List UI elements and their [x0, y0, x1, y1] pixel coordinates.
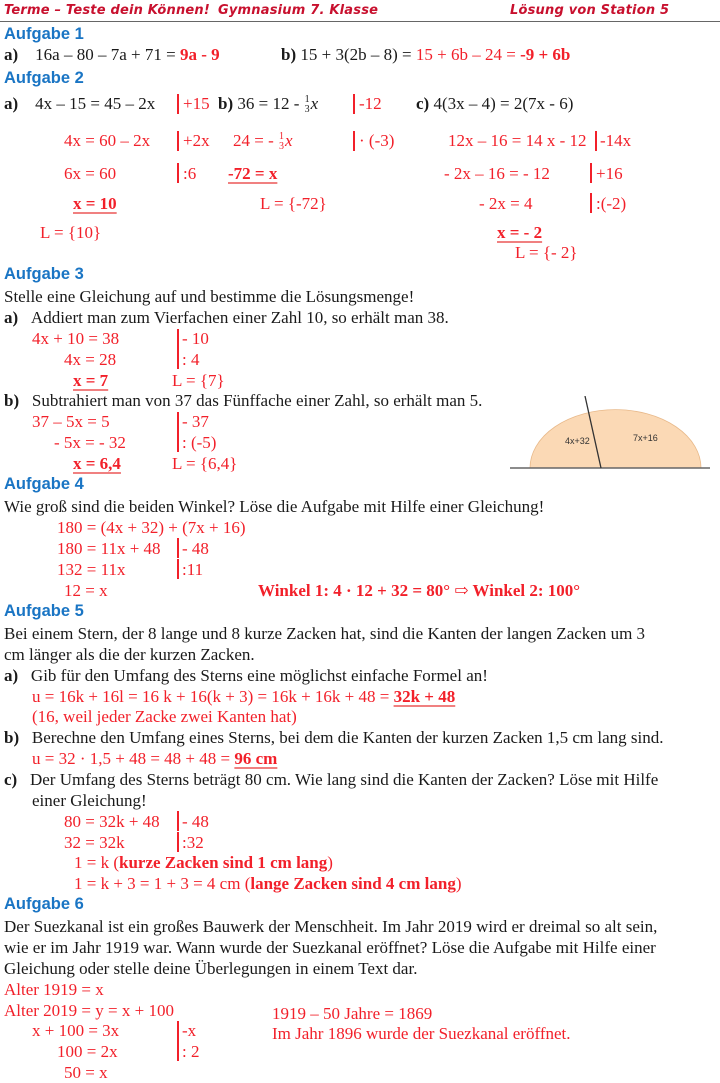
operation-bar — [590, 193, 592, 213]
task-2c-step2: - 2x – 16 = - 12 — [444, 164, 550, 183]
task-1a-expr: 16a – 80 – 7a + 71 = — [35, 45, 180, 64]
label-a: a) — [4, 94, 19, 113]
task-3a-op2: : 4 — [182, 350, 200, 369]
task-2b-step1: 24 = - 1 3 x — [233, 131, 293, 153]
task-5c-text-line1: c) Der Umfang des Sterns beträgt 80 cm. Wie lang sind die Kanten der Zacken? Löse mit Hilfe — [4, 770, 659, 789]
label-c: c) — [416, 94, 430, 113]
header-station: Lösung von Station 5 — [510, 3, 670, 18]
task-3b-op1: - 37 — [182, 412, 209, 431]
operation-bar — [177, 811, 179, 831]
operation-bar — [353, 131, 355, 151]
task-4-step2: 180 = 11x + 48 — [57, 539, 161, 558]
operation-bar — [595, 131, 597, 151]
task-6-reasoning-line2: Im Jahr 1896 wurde der Suezkanal eröffnet. — [272, 1024, 571, 1043]
label-a: a) — [4, 45, 19, 64]
task-2a-op1: +15 — [183, 94, 210, 113]
task-6-step5: 50 = x — [64, 1063, 108, 1082]
task-1a — [4, 45, 220, 65]
label-b: b) — [218, 94, 234, 113]
operation-bar — [177, 131, 179, 151]
task-5a-result: 32k + 48 — [393, 687, 456, 706]
task-1-heading: Aufgabe 1 — [4, 25, 84, 43]
task-3a-text: a) Addiert man zum Vierfachen einer Zahl 10, so erhält man 38. — [4, 308, 449, 327]
task-2c-op1: -14x — [600, 131, 632, 150]
task-4-answer: Winkel 1: 4 · 12 + 32 = 80° ⇨ Winkel 2: 100° — [258, 581, 581, 600]
task-5-intro-line2: cm länger als die der kurzen Zacken. — [4, 645, 255, 664]
task-2a-result: x = 10 — [73, 194, 117, 213]
operation-bar — [177, 1041, 179, 1061]
task-3a-op1: - 10 — [182, 329, 209, 348]
task-2c-step1: 12x – 16 = 14 x - 12 — [448, 131, 587, 150]
task-1a-result: 9a - 9 — [179, 45, 220, 64]
task-5a-note: (16, weil jeder Zacke zwei Kanten hat) — [32, 707, 297, 726]
task-5-heading: Aufgabe 5 — [4, 602, 84, 620]
task-2b-solution-set: L = {-72} — [260, 194, 327, 213]
task-3b-step2: - 5x = - 32 — [54, 433, 126, 452]
task-3-intro: Stelle eine Gleichung auf und bestimme die Lösungsmenge! — [4, 287, 415, 306]
header-grade: Gymnasium 7. Klasse — [218, 3, 379, 18]
task-1b-expr: 15 + 3(2b – 8) = — [296, 45, 416, 64]
task-2a-op3: :6 — [183, 164, 197, 183]
task-6-heading: Aufgabe 6 — [4, 895, 84, 913]
task-5c-op2: :32 — [182, 833, 204, 852]
task-2c-result: x = - 2 — [497, 223, 543, 242]
operation-bar — [177, 538, 179, 558]
task-6-reasoning-line1: 1919 – 50 Jahre = 1869 — [272, 1004, 433, 1023]
task-6-step2: Alter 2019 = y = x + 100 — [4, 1001, 174, 1020]
task-2b-op1: -12 — [359, 94, 382, 113]
task-6-step3: x + 100 = 3x — [32, 1021, 120, 1040]
task-3a-step1: 4x + 10 = 38 — [32, 329, 120, 348]
operation-bar — [177, 432, 179, 452]
task-3a-step2: 4x = 28 — [64, 350, 117, 369]
task-2c-op2: +16 — [596, 164, 623, 183]
operation-bar — [177, 832, 179, 852]
operation-bar — [177, 163, 179, 183]
label-b: b) — [281, 45, 297, 64]
task-3-heading: Aufgabe 3 — [4, 265, 84, 283]
task-5b-result: 96 cm — [234, 749, 278, 768]
task-2c-step3: - 2x = 4 — [479, 194, 533, 213]
task-1b-step: 15 + 6b – 24 = — [415, 45, 521, 64]
task-4-step4: 12 = x — [64, 581, 108, 600]
task-2c-equation — [416, 94, 573, 114]
task-6-intro-line1: Der Suezkanal ist ein großes Bauwerk der Menschheit. Im Jahr 2019 wird er dreimal so alt sein, — [4, 917, 658, 936]
operation-bar — [177, 349, 179, 369]
task-5c-step3: 1 = k (kurze Zacken sind 1 cm lang) — [74, 853, 333, 872]
task-5b-text: b) Berechne den Umfang eines Sterns, bei dem die Kanten der kurzen Zacken 1,5 cm lang sind. — [4, 728, 664, 747]
task-6-step1: Alter 1919 = x — [4, 980, 104, 999]
operation-bar — [177, 94, 179, 114]
task-1b-result: -9 + 6b — [520, 45, 571, 64]
task-3b-result: x = 6,4 — [73, 454, 121, 473]
task-5c-op1: - 48 — [182, 812, 209, 831]
operation-bar — [177, 412, 179, 432]
task-2c-op3: :(-2) — [596, 194, 627, 213]
task-2c-eq: 4(3x – 4) = 2(7x - 6) — [429, 94, 574, 113]
semicircle-shape — [530, 410, 701, 468]
task-6-intro-line2: wie er im Jahr 1919 war. Wann wurde der Suezkanal eröffnet? Löse die Aufgabe mit Hilfe einer — [4, 938, 656, 957]
task-2b-op2: · (-3) — [359, 131, 395, 150]
task-3a-result: x = 7 — [73, 371, 109, 390]
operation-bar — [590, 163, 592, 183]
task-5b-solution: u = 32 · 1,5 + 48 = 48 + 48 = 96 cm — [32, 749, 278, 768]
task-5a-text: a) Gib für den Umfang des Sterns eine möglichst einfache Formel an! — [4, 666, 488, 685]
task-3b-step1: 37 – 5x = 5 — [32, 412, 110, 431]
fraction-one-third: 1 3 — [304, 94, 310, 116]
task-2b-equation: b) 36 = 12 - 1 3 x — [218, 94, 319, 116]
task-2a-equation — [4, 94, 155, 114]
task-6-op4: : 2 — [182, 1042, 200, 1061]
operation-bar — [177, 329, 179, 349]
operation-bar — [353, 94, 355, 114]
task-6-step4: 100 = 2x — [57, 1042, 118, 1061]
operation-bar — [177, 559, 179, 579]
task-2-heading: Aufgabe 2 — [4, 69, 84, 87]
task-5a-solution: u = 16k + 16l = 16 k + 16(k + 3) = 16k + 16k + 48 = 32k + 48 — [32, 687, 456, 706]
header-divider — [0, 21, 720, 22]
task-4-intro: Wie groß sind die beiden Winkel? Löse die Aufgabe mit Hilfe einer Gleichung! — [4, 497, 545, 516]
task-3b-text: b) Subtrahiert man von 37 das Fünffache einer Zahl, so erhält man 5. — [4, 391, 483, 410]
task-3a-solution-set: L = {7} — [172, 371, 225, 390]
task-1b — [281, 45, 570, 65]
header-left-title: Terme – Teste dein Können! — [4, 3, 211, 18]
task-5-intro-line1: Bei einem Stern, der 8 lange und 8 kurze Zacken hat, sind die Kanten der langen Zacken um 3 — [4, 624, 646, 643]
task-2b-eq: 36 = 12 - — [233, 94, 304, 113]
angle-left-label: 4x+32 — [565, 436, 590, 446]
task-4-op2: - 48 — [182, 539, 209, 558]
task-4-op3: :11 — [182, 560, 204, 579]
task-2a-op2: +2x — [183, 131, 210, 150]
task-4-step3: 132 = 11x — [57, 560, 126, 579]
task-5c-step1: 80 = 32k + 48 — [64, 812, 160, 831]
task-4-heading: Aufgabe 4 — [4, 475, 84, 493]
task-4-step1: 180 = (4x + 32) + (7x + 16) — [57, 518, 246, 537]
task-5c-step4: 1 = k + 3 = 1 + 3 = 4 cm (lange Zacken sind 4 cm lang) — [74, 874, 462, 893]
angle-figure — [505, 396, 715, 472]
operation-bar — [177, 1021, 179, 1041]
task-3b-solution-set: L = {6,4} — [172, 454, 238, 473]
task-2b-result: -72 = x — [228, 164, 278, 183]
task-2c-solution-set: L = {- 2} — [515, 243, 578, 262]
task-2a-step2: 6x = 60 — [64, 164, 117, 183]
task-2a-solution-set: L = {10} — [40, 223, 102, 242]
task-3b-op2: : (-5) — [182, 433, 217, 452]
task-2a-eq: 4x – 15 = 45 – 2x — [35, 94, 156, 113]
task-5c-text-line2: einer Gleichung! — [32, 791, 147, 810]
task-5c-step2: 32 = 32k — [64, 833, 125, 852]
angle-right-label: 7x+16 — [633, 433, 658, 443]
task-6-intro-line3: Gleichung oder stelle deine Überlegungen in einem Text dar. — [4, 959, 418, 978]
task-2a-step1: 4x = 60 – 2x — [64, 131, 151, 150]
task-6-op3: -x — [182, 1021, 197, 1040]
